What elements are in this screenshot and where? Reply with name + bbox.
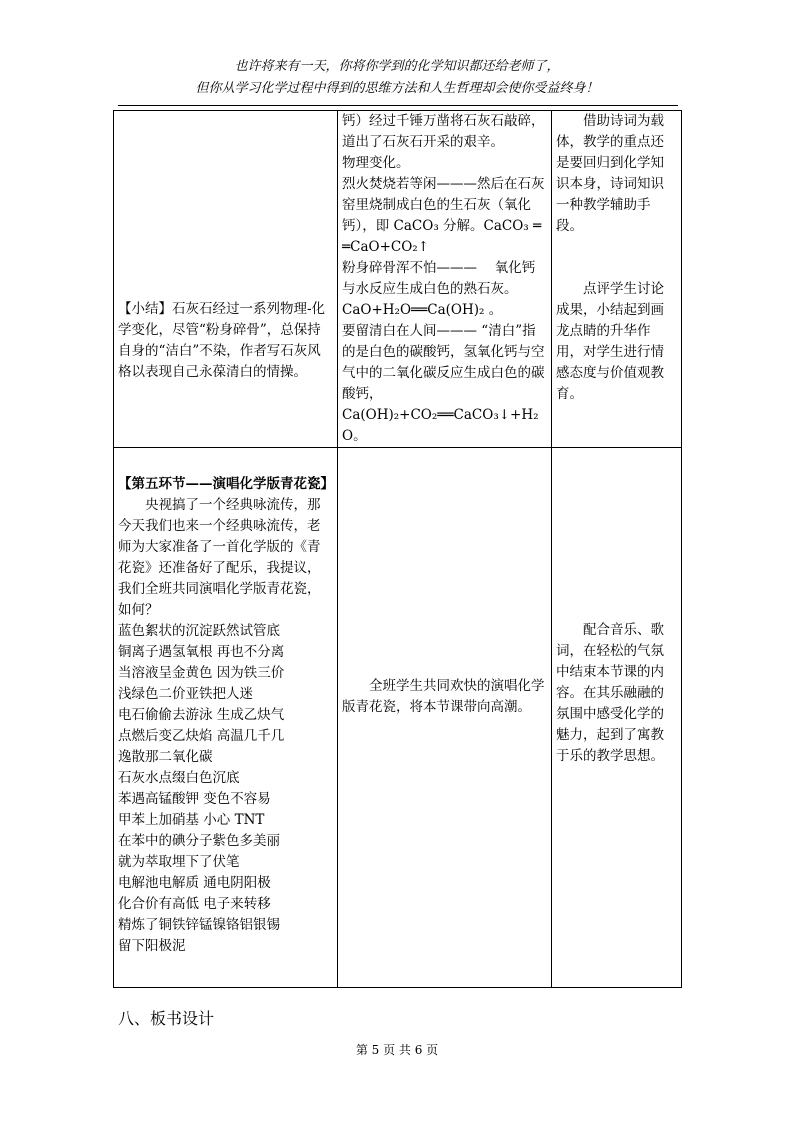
lyric-line: 点燃后变乙炔焰 高温几千几 xyxy=(118,728,285,744)
section-title: 【第五环节——演唱化学版青花瓷】 xyxy=(118,476,334,492)
design-intent-text: 配合音乐、歌词，在轻松的气氛中结束本节课的内容。在其乐融融的氛围中感受化学的魅力，起到了寓教于乐的教学思想。 xyxy=(556,622,664,764)
design-intent-cell-2 xyxy=(552,448,682,988)
lyric-line: 蓝色絮状的沉淀跃然试管底 xyxy=(118,623,280,639)
header-rule xyxy=(118,105,678,106)
lyric-line: 就为萃取埋下了伏笔 xyxy=(118,854,240,870)
analysis-line: CaO+H₂O══Ca(OH)₂ 。 xyxy=(342,302,503,318)
lyric-line: 苯遇高锰酸钾 变色不容易 xyxy=(118,791,271,807)
table-row xyxy=(114,448,682,988)
lyric-line: 浅绿色二价亚铁把人迷 xyxy=(118,686,253,702)
student-activity-cell xyxy=(338,448,552,988)
header-line-1: 也许将来有一天，你将你学到的化学知识都还给老师了， xyxy=(234,59,560,74)
lyric-line: 留下阳极泥 xyxy=(118,938,186,954)
lyric-line: 逸散那二氧化碳 xyxy=(118,749,213,765)
poem-analysis-cell xyxy=(338,111,552,448)
analysis-line: 要留清白在人间——— “清白”指的是白色的碳酸钙，氢氧化钙与空气中的二氧化碳反应生成白色的碳酸钙， xyxy=(342,323,545,402)
analysis-line: 烈火焚烧若等闲———然后在石灰窑里烧制成白色的生石灰（氧化钙），即 CaCO₃ 分解。CaCO₃ ══CaO+CO₂↑ xyxy=(342,176,545,255)
lyric-line: 在苯中的碘分子紫色多美丽 xyxy=(118,833,280,849)
analysis-line: Ca(OH)₂+CO₂══CaCO₃↓+H₂O。 xyxy=(342,407,539,444)
lyric-line: 石灰水点缀白色沉底 xyxy=(118,770,240,786)
lyric-line: 化合价有高低 电子来转移 xyxy=(118,896,271,912)
design-intent-text: 借助诗词为载体，教学的重点还是要回归到化学知识本身，诗词知识一种教学辅助手段。 xyxy=(556,113,664,234)
analysis-line: 粉身碎骨浑不怕——— 氧化钙与水反应生成白色的熟石灰。 xyxy=(342,260,536,297)
lyric-line: 精炼了铜铁锌锰镍铬铝银锡 xyxy=(118,917,280,933)
page-number: 第 5 页 共 6 页 xyxy=(355,1043,439,1057)
design-intent-text: 点评学生讨论成果，小结起到画龙点睛的升华作用，对学生进行情感态度与价值观教育。 xyxy=(556,281,664,402)
lyric-line: 铜离子遇氢氧根 再也不分离 xyxy=(118,644,285,660)
summary-cell xyxy=(114,111,338,448)
lyric-line: 甲苯上加硝基 小心 TNT xyxy=(118,812,265,828)
summary-text: 【小结】石灰石经过一系列物理-化学变化，尽管“粉身碎骨”，总保持自身的“洁白”不染，作者写石灰风格以表现自己永葆清白的情操。 xyxy=(118,301,326,380)
lesson-table xyxy=(113,110,682,988)
analysis-line: 钙）经过千锤万凿将石灰石敲碎，道出了石灰石开采的艰辛。 xyxy=(342,113,545,150)
header-line-2: 但你从学习化学过程中得到的思维方法和人生哲理却会使你受益终身！ xyxy=(195,81,599,96)
section-heading: 八、板书设计 xyxy=(118,1009,215,1028)
student-activity-text: 全班学生共同欢快的演唱化学版青花瓷，将本节课带向高潮。 xyxy=(342,678,545,715)
analysis-line: 物理变化。 xyxy=(342,155,410,171)
table-row xyxy=(114,111,682,448)
lyric-line: 电石偷偷去游泳 生成乙炔气 xyxy=(118,707,285,723)
lyrics-list xyxy=(118,621,333,957)
design-intent-cell xyxy=(552,111,682,448)
intro-text: 央视搞了一个经典咏流传，那今天我们也来一个经典咏流传，老师为大家准备了一首化学版的《青花瓷》还准备好了配乐，我提议，我们全班共同演唱化学版青花瓷，如何？ xyxy=(118,497,321,618)
activity-cell xyxy=(114,448,338,988)
lyric-line: 电解池电解质 通电阴阳极 xyxy=(118,875,271,891)
lyric-line: 当溶液呈金黄色 因为铁三价 xyxy=(118,665,285,681)
